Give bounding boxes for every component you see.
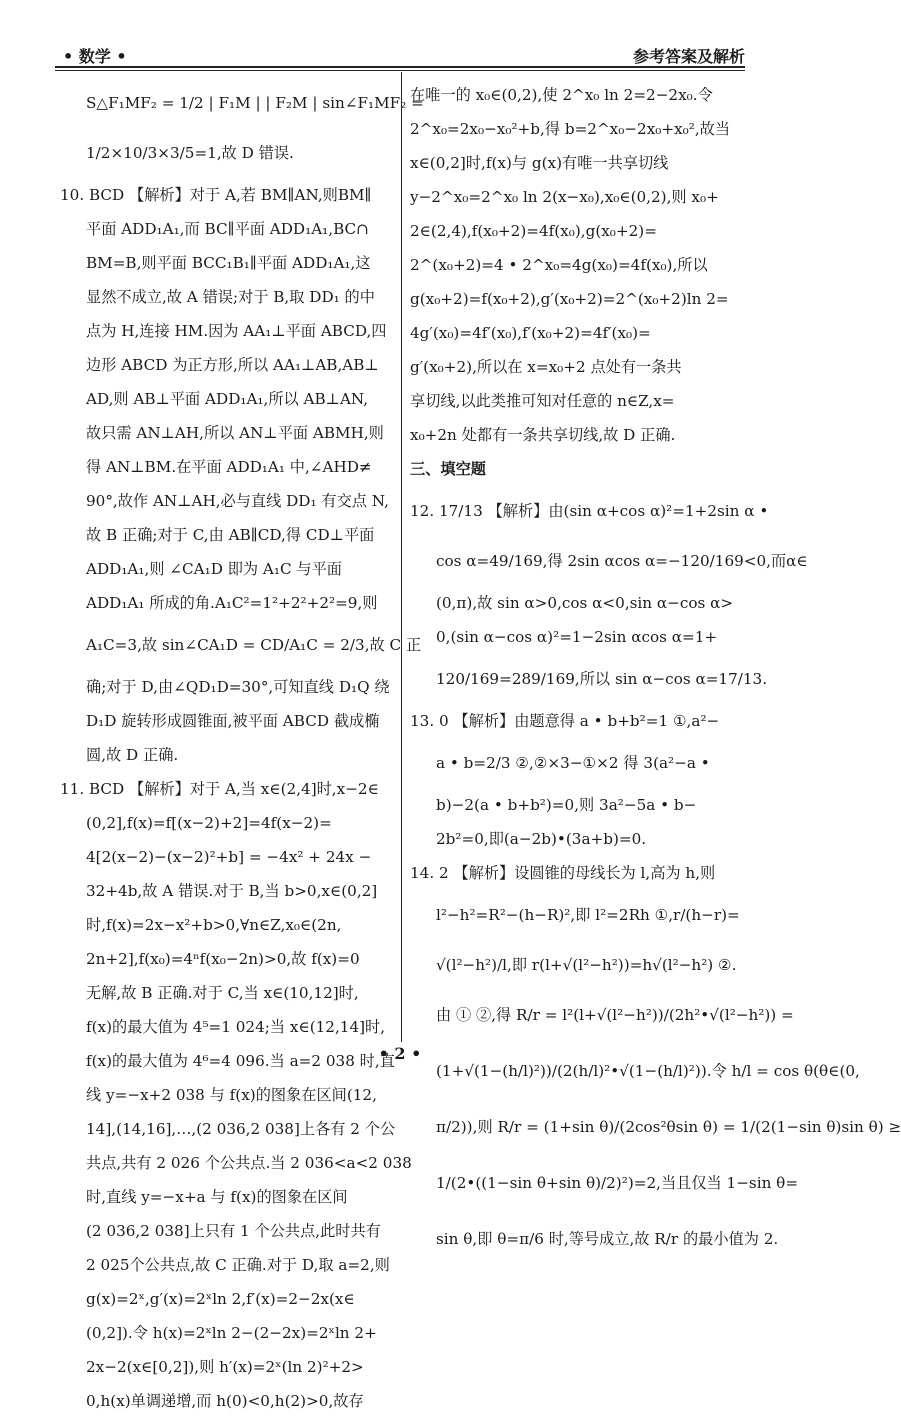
- left-text-line: 2x−2(x∈[0,2]),则 h′(x)=2ˣ(ln 2)²+2>: [86, 1358, 364, 1376]
- right-text-line: g′(x₀+2),所以在 x=x₀+2 点处有一条共: [410, 358, 682, 376]
- right-text-line: π/2)),则 R/r = (1+sin θ)/(2cos²θsin θ) = 1/(2(1−sin θ)sin θ) ≥: [436, 1118, 901, 1136]
- right-text-line: 120/169=289/169,所以 sin α−cos α=17/13.: [436, 670, 768, 688]
- left-text-line: f(x)的最大值为 4⁵=1 024;当 x∈(12,14]时,: [86, 1018, 386, 1036]
- right-text-line: (1+√(1−(h/l)²))/(2(h/l)²•√(1−(h/l)²)).令 h/l = cos θ(θ∈(0,: [436, 1062, 860, 1080]
- right-text-line: √(l²−h²)/l,即 r(l+√(l²−h²))=h√(l²−h²) ②.: [436, 956, 737, 974]
- right-text-line: 由 ① ②,得 R/r = l²(l+√(l²−h²))/(2h²•√(l²−h²)) =: [436, 1006, 794, 1024]
- left-text-line: 时,直线 y=−x+a 与 f(x)的图象在区间: [86, 1188, 348, 1206]
- left-text-line: D₁D 旋转形成圆锥面,被平面 ABCD 截成椭: [86, 712, 380, 730]
- right-text-line: 2b²=0,即(a−2b)•(3a+b)=0.: [436, 830, 647, 848]
- right-text-line: x₀+2n 处都有一条共享切线,故 D 正确.: [410, 426, 676, 444]
- left-text-line: 故只需 AN⊥AH,所以 AN⊥平面 ABMH,则: [86, 424, 384, 442]
- right-text-line: b)−2(a • b+b²)=0,则 3a²−5a • b−: [436, 796, 697, 814]
- right-text-line: 2^(x₀+2)=4 • 2^x₀=4g(x₀)=4f(x₀),所以: [410, 256, 708, 274]
- right-text-line: 1/(2•((1−sin θ+sin θ)/2)²)=2,当且仅当 1−sin θ=: [436, 1174, 799, 1192]
- left-text-line: (2 036,2 038]上只有 1 个公共点,此时共有: [86, 1222, 381, 1240]
- left-text-line: 32+4b,故 A 错误.对于 B,当 b>0,x∈(0,2]: [86, 882, 378, 900]
- right-text-line: 三、填空题: [410, 460, 486, 478]
- right-column: [410, 78, 901, 1264]
- left-text-line: 90°,故作 AN⊥AH,必与直线 DD₁ 有交点 N,: [86, 492, 389, 510]
- left-text-line: 14],(14,16],…,(2 036,2 038]上各有 2 个公: [86, 1120, 396, 1138]
- right-text-line: 4g′(x₀)=4f′(x₀),f′(x₀+2)=4f′(x₀)=: [410, 324, 651, 342]
- left-text-line: g(x)=2ˣ,g′(x)=2ˣln 2,f′(x)=2−2x(x∈: [86, 1290, 355, 1308]
- page-number: • 2 •: [378, 1044, 422, 1063]
- right-text-line: 2^x₀=2x₀−x₀²+b,得 b=2^x₀−2x₀+x₀²,故当: [410, 120, 731, 138]
- left-text-line: 10. BCD 【解析】对于 A,若 BM∥AN,则BM∥: [60, 186, 372, 204]
- left-text-line: BM=B,则平面 BCC₁B₁∥平面 ADD₁A₁,这: [86, 254, 371, 272]
- right-text-line: 在唯一的 x₀∈(0,2),使 2^x₀ ln 2=2−2x₀.令: [410, 86, 713, 104]
- right-text-line: a • b=2/3 ②,②×3−①×2 得 3(a²−a •: [436, 754, 710, 772]
- left-text-line: 点为 H,连接 HM.因为 AA₁⊥平面 ABCD,四: [86, 322, 387, 340]
- left-text-line: 平面 ADD₁A₁,而 BC∥平面 ADD₁A₁,BC∩: [86, 220, 369, 238]
- left-text-line: 确;对于 D,由∠QD₁D=30°,可知直线 D₁Q 绕: [86, 678, 390, 696]
- left-column: [60, 78, 424, 1418]
- right-text-line: (0,π),故 sin α>0,cos α<0,sin α−cos α>: [436, 594, 734, 612]
- left-text-line: ADD₁A₁,则 ∠CA₁D 即为 A₁C 与平面: [86, 560, 342, 578]
- header-rule: [55, 66, 745, 68]
- left-text-line: (0,2],f(x)=f[(x−2)+2]=4f(x−2)=: [86, 814, 332, 832]
- left-text-line: 11. BCD 【解析】对于 A,当 x∈(2,4]时,x−2∈: [60, 780, 379, 798]
- left-text-line: 共点,共有 2 026 个公共点.当 2 036<a<2 038: [86, 1154, 412, 1172]
- left-text-line: 线 y=−x+2 038 与 f(x)的图象在区间(12,: [86, 1086, 377, 1104]
- left-text-line: 1/2×10/3×3/5=1,故 D 错误.: [86, 144, 294, 162]
- right-text-line: y−2^x₀=2^x₀ ln 2(x−x₀),x₀∈(0,2),则 x₀+: [410, 188, 719, 206]
- left-text-line: S△F₁MF₂ = 1/2 | F₁M | | F₂M | sin∠F₁MF₂ =: [86, 94, 424, 112]
- right-text-line: 14. 2 【解析】设圆锥的母线长为 l,高为 h,则: [410, 864, 716, 882]
- right-text-line: 2∈(2,4),f(x₀+2)=4f(x₀),g(x₀+2)=: [410, 222, 657, 240]
- right-text-line: 享切线,以此类推可知对任意的 n∈Z,x=: [410, 392, 675, 410]
- left-text-line: ADD₁A₁ 所成的角.A₁C²=1²+2²+2²=9,则: [86, 594, 378, 612]
- left-text-line: 无解,故 B 正确.对于 C,当 x∈(10,12]时,: [86, 984, 359, 1002]
- right-text-line: x∈(0,2]时,f(x)与 g(x)有唯一共享切线: [410, 154, 669, 172]
- column-divider: [401, 72, 402, 1042]
- right-text-line: g(x₀+2)=f(x₀+2),g′(x₀+2)=2^(x₀+2)ln 2=: [410, 290, 729, 308]
- left-text-line: 2n+2],f(x₀)=4ⁿf(x₀−2n)>0,故 f(x)=0: [86, 950, 360, 968]
- right-text-line: 13. 0 【解析】由题意得 a • b+b²=1 ①,a²−: [410, 712, 720, 730]
- header-rule-thin: [55, 70, 745, 71]
- left-text-line: (0,2]).令 h(x)=2ˣln 2−(2−2x)=2ˣln 2+: [86, 1324, 377, 1342]
- right-text-line: cos α=49/169,得 2sin αcos α=−120/169<0,而α∈: [436, 552, 808, 570]
- left-text-line: 时,f(x)=2x−x²+b>0,∀n∈Z,x₀∈(2n,: [86, 916, 342, 934]
- left-text-line: AD,则 AB⊥平面 ADD₁A₁,所以 AB⊥AN,: [86, 390, 369, 408]
- right-text-line: 12. 17/13 【解析】由(sin α+cos α)²=1+2sin α •: [410, 502, 769, 520]
- left-text-line: 边形 ABCD 为正方形,所以 AA₁⊥AB,AB⊥: [86, 356, 379, 374]
- left-text-line: 故 B 正确;对于 C,由 AB∥CD,得 CD⊥平面: [86, 526, 375, 544]
- left-text-line: 圆,故 D 正确.: [86, 746, 179, 764]
- subject-label: • 数学 •: [63, 47, 127, 66]
- page-header: [55, 40, 745, 68]
- left-text-line: A₁C=3,故 sin∠CA₁D = CD/A₁C = 2/3,故 C 正: [86, 636, 422, 654]
- left-text-line: 2 025个公共点,故 C 正确.对于 D,取 a=2,则: [86, 1256, 390, 1274]
- section-title: 参考答案及解析: [632, 47, 745, 66]
- left-text-line: 4[2(x−2)−(x−2)²+b] = −4x² + 24x −: [86, 848, 372, 866]
- right-text-line: l²−h²=R²−(h−R)²,即 l²=2Rh ①,r/(h−r)=: [436, 906, 740, 924]
- right-text-line: 0,(sin α−cos α)²=1−2sin αcos α=1+: [436, 628, 718, 646]
- left-text-line: 得 AN⊥BM.在平面 ADD₁A₁ 中,∠AHD≠: [86, 458, 372, 476]
- left-text-line: 显然不成立,故 A 错误;对于 B,取 DD₁ 的中: [86, 288, 375, 306]
- left-text-line: 0,h(x)单调递增,而 h(0)<0,h(2)>0,故存: [86, 1392, 364, 1410]
- left-text-line: f(x)的最大值为 4⁶=4 096.当 a=2 038 时,直: [86, 1052, 395, 1070]
- right-text-line: sin θ,即 θ=π/6 时,等号成立,故 R/r 的最小值为 2.: [436, 1230, 779, 1248]
